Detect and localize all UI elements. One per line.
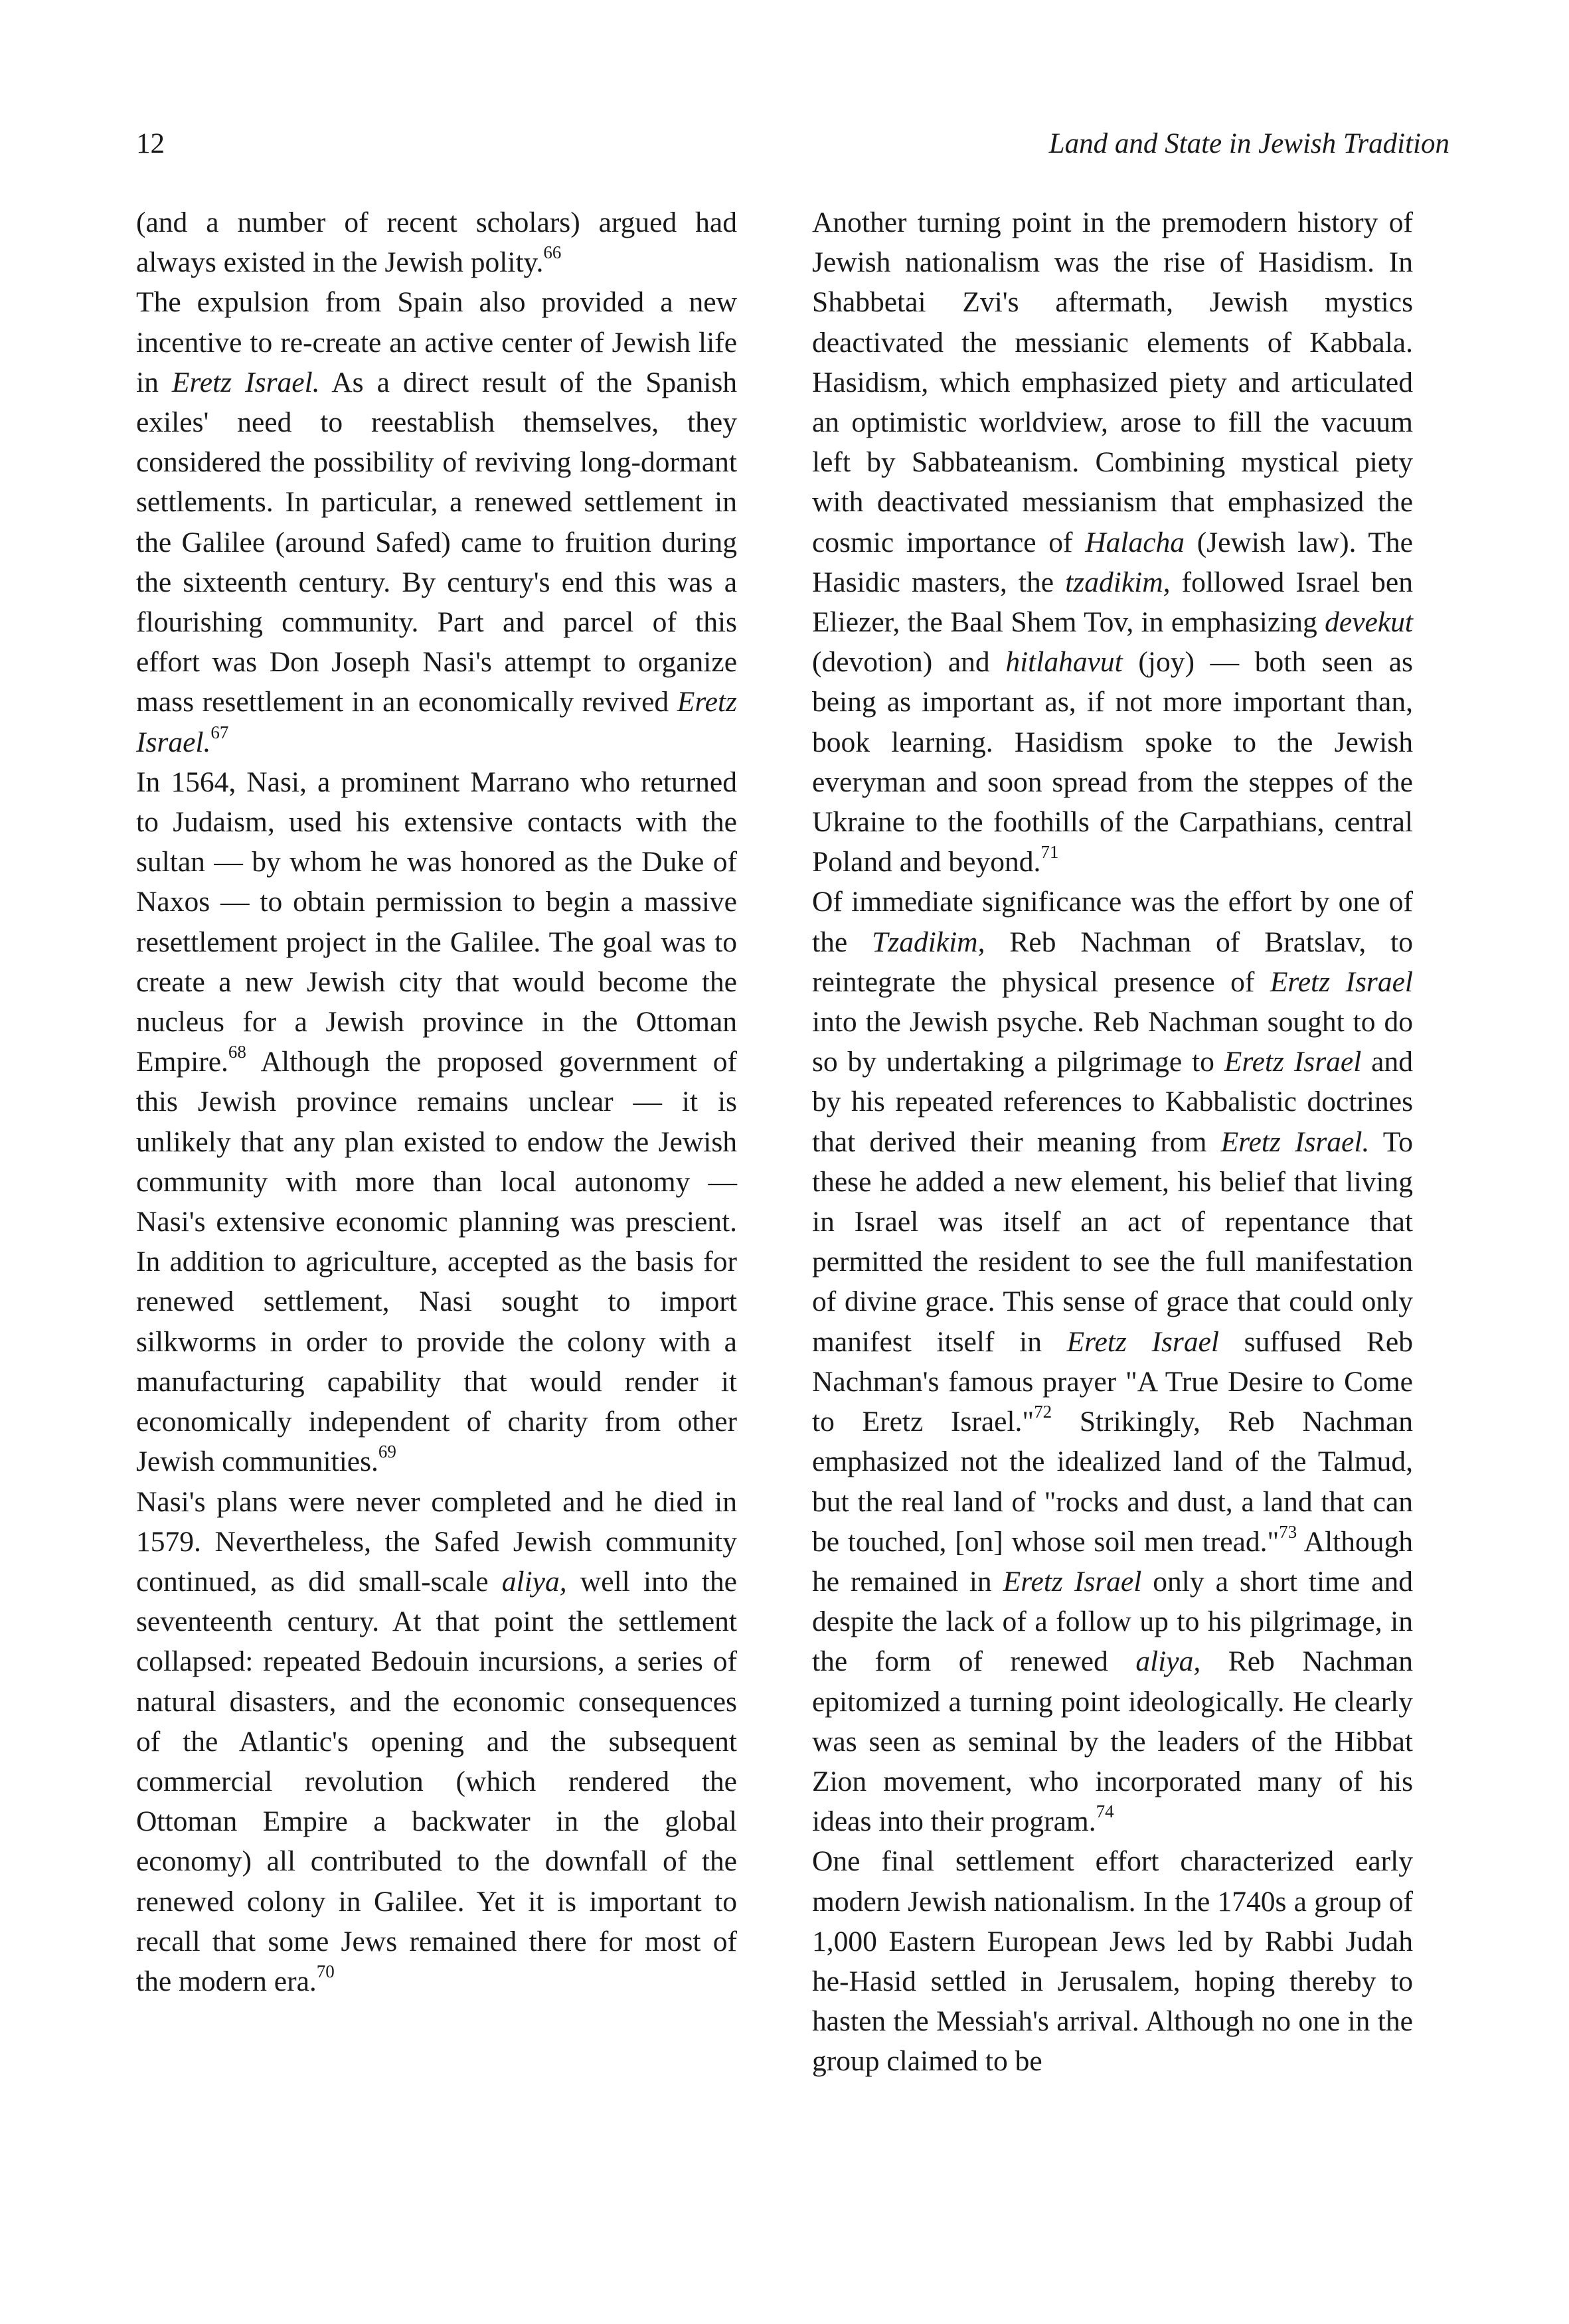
footnote-ref: 69 xyxy=(378,1442,396,1462)
text-run: Strikingly, Reb Nachman emphasized not the idealized land of the Talmud, but the real land of "rocks and dust, a land that can be touched, [on] whose soil men tread." xyxy=(812,1406,1413,1558)
text-run: To these he added a new element, his belief that living in Israel was itself an act of repentance that permitted the resident to see the full manifestation of divine grace. This sense of grace that could only manifest itself in xyxy=(812,1125,1413,1358)
page-number: 12 xyxy=(136,128,165,159)
italic-text: Eretz Israel xyxy=(1066,1325,1219,1358)
italic-text: Eretz Israel. xyxy=(136,686,737,758)
left-column xyxy=(136,203,737,2001)
footnote-ref: 70 xyxy=(316,1961,335,1981)
italic-text: Eretz Israel xyxy=(1270,965,1413,998)
italic-text: Eretz Israel. xyxy=(171,366,320,398)
italic-text: hitlahavut xyxy=(1005,646,1123,679)
paragraph xyxy=(136,203,737,282)
footnote-ref: 73 xyxy=(1279,1521,1297,1542)
text-run: Although the proposed government of this Jewish province remains unclear — it is unlikely that any plan existed to endow the Jewish community with more than local autonomy — Nasi's extensive economic planning was prescient. In addition to agriculture, accepted as the basis for renewed settlement, Nasi sought to import silkworms in order to provide the colony with a manufacturing capability that would render it economically independent of charity from other Jewish communities. xyxy=(136,1046,737,1478)
paragraph xyxy=(136,762,737,1482)
text-run: As a direct result of the Spanish exiles' need to reestablish themselves, they considered the possibility of reviving long-dormant settlements. In particular, a renewed settlement in the Galilee (around Safed) came to fruition during the sixteenth century. By century's end this was a flourishing community. Part and parcel of this effort was Don Joseph Nasi's attempt to organize mass resettlement in an economically revived xyxy=(136,366,738,718)
italic-text: devekut xyxy=(1325,606,1413,639)
footnote-ref: 68 xyxy=(228,1042,246,1062)
italic-text: aliya, xyxy=(1135,1645,1201,1678)
text-run: Another turning point in the premodern history of Jewish nationalism was the rise of Hasidism. In Shabbetai Zvi's aftermath, Jewish mystics deactivated the messianic elements of Kabbala. Hasidism, which emphasized piety and articulated an optimistic worldview, arose to fill the vacuum left by Sabbateanism. Combining mystical piety with deactivated messianism that emphasized the cosmic importance of xyxy=(812,207,1413,558)
paragraph xyxy=(136,282,737,762)
italic-text: Halacha xyxy=(1085,526,1185,558)
text-run: (Jewish law). The Hasidic masters, the xyxy=(812,526,1413,598)
right-column xyxy=(812,203,1413,2082)
text-run: One final settlement effort characterized early modern Jewish nationalism. In the 1740s a group of 1,000 Eastern European Jews led by Rabbi Judah he-Hasid settled in Jerusalem, hoping thereby to hasten the Messiah's arrival. Although no one in the group claimed to be xyxy=(812,1845,1413,2078)
italic-text: Eretz Israel xyxy=(1224,1046,1362,1078)
text-run: (joy) — both seen as being as important as, if not more important than, book learning. Hasidism spoke to the Jewish everyman and soon spread from the steppes of the Ukraine to the foothills of the Carpathians, central Poland and beyond. xyxy=(812,646,1413,878)
running-title: Land and State in Jewish Tradition xyxy=(1048,128,1449,159)
text-run: Reb Nachman epitomized a turning point ideologically. He clearly was seen as seminal by the leaders of the Hibbat Zion movement, who incorporated many of his ideas into their program. xyxy=(812,1645,1413,1838)
paragraph xyxy=(812,882,1413,1841)
footnote-ref: 74 xyxy=(1096,1801,1114,1821)
text-run: Reb Nachman of Bratslav, to reintegrate the physical presence of xyxy=(812,926,1413,998)
footnote-ref: 66 xyxy=(543,242,562,262)
text-run: into the Jewish psyche. Reb Nachman sought to do so by undertaking a pilgrimage to xyxy=(812,1006,1413,1078)
text-run: and by his repeated references to Kabbalistic doctrines that derived their meaning from xyxy=(812,1046,1413,1158)
paragraph xyxy=(136,1482,737,2002)
italic-text: Eretz Israel. xyxy=(1220,1125,1370,1158)
italic-text: Eretz Israel xyxy=(1003,1565,1142,1598)
footnote-ref: 72 xyxy=(1034,1401,1052,1422)
footnote-ref: 71 xyxy=(1040,842,1059,863)
text-run: well into the seventeenth century. At that point the settlement collapsed: repeated Bedouin incursions, a series of natural disasters, and the economic consequences of the Atlantic's opening and the subsequent commercial revolution (which rendered the Ottoman Empire a backwater in the global economy) all contributed to the downfall of the renewed colony in Galilee. Yet it is important to recall that some Jews remained there for most of the modern era. xyxy=(136,1565,737,1997)
text-run: The expulsion from Spain also provided a new incentive to re-create an active center of Jewish life in xyxy=(136,286,737,398)
text-run: In 1564, Nasi, a prominent Marrano who returned to Judaism, used his extensive contacts with the sultan — by whom he was honored as the Duke of Naxos — to obtain permission to begin a massive resettlement project in the Galilee. The goal was to create a new Jewish city that would become the nucleus for a Jewish province in the Ottoman Empire. xyxy=(136,766,737,1078)
italic-text: aliya, xyxy=(501,1565,567,1598)
text-run: (and a number of recent scholars) argued had always existed in the Jewish polity. xyxy=(136,207,737,279)
text-run: only a short time and despite the lack of a follow up to his pilgrimage, in the form of renewed xyxy=(812,1565,1413,1678)
paragraph xyxy=(812,1841,1413,2081)
italic-text: Tzadikim, xyxy=(872,926,985,958)
italic-text: tzadikim, xyxy=(1065,566,1171,598)
text-run: Nasi's plans were never completed and he died in 1579. Nevertheless, the Safed Jewish community continued, as did small-scale xyxy=(136,1485,737,1598)
text-run: suffused Reb Nachman's famous prayer "A True Desire to Come to Eretz Israel." xyxy=(812,1325,1413,1438)
text-run: Of immediate significance was the effort by one of the xyxy=(812,886,1413,958)
text-run: followed Israel ben Eliezer, the Baal Shem Tov, in emphasizing xyxy=(812,566,1413,639)
text-run: Although he remained in xyxy=(812,1525,1413,1598)
paragraph xyxy=(812,203,1413,882)
footnote-ref: 67 xyxy=(210,722,229,742)
text-run: (devotion) and xyxy=(812,646,1006,679)
